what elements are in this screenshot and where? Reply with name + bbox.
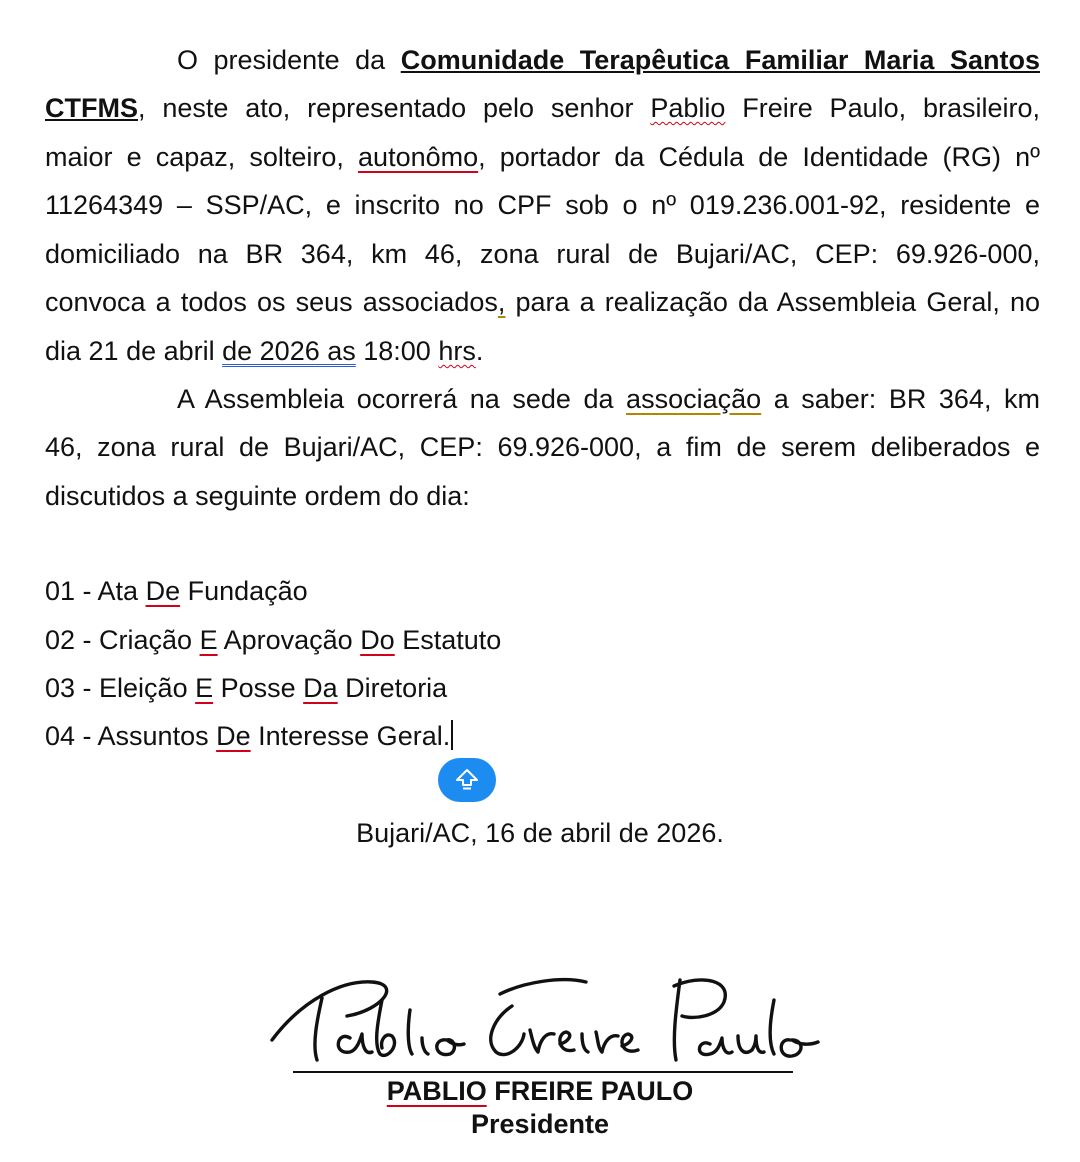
text: , neste ato, representado pelo senhor (137, 93, 651, 123)
paragraph2-line3 (45, 478, 1040, 514)
scroll-up-button[interactable] (438, 758, 496, 802)
text: 01 - Ata (45, 576, 146, 606)
text: para a realização da Assembleia Geral, no (505, 287, 1041, 317)
text: 18:00 (355, 336, 439, 366)
spellcheck-word[interactable]: E (199, 625, 218, 655)
spellcheck-word[interactable]: PABLIO (386, 1076, 487, 1106)
text: discutidos a seguinte ordem do dia: (45, 481, 470, 511)
paragraph1-line1 (177, 42, 1040, 78)
grammar-mark[interactable]: de 2026 as (222, 336, 356, 366)
agenda-item-3 (45, 670, 1040, 706)
spellcheck-word[interactable]: E (195, 673, 214, 703)
signer-title: Presidente (470, 1109, 610, 1139)
text: A Assembleia ocorrerá na sede da (177, 384, 627, 414)
text: FREIRE PAULO (486, 1076, 694, 1106)
text: , portador da Cédula de Identidade (RG) nº (478, 142, 1040, 172)
text: dia 21 de abril (45, 336, 223, 366)
spellcheck-word[interactable]: hrs (438, 336, 476, 366)
spellcheck-word[interactable]: Da (303, 673, 338, 703)
agenda-item-4[interactable] (45, 718, 1040, 754)
text: maior e capaz, solteiro, (45, 142, 359, 172)
paragraph1-line7 (45, 333, 1040, 369)
text: a saber: BR 364, km (761, 384, 1040, 414)
paragraph2-line1 (177, 381, 1040, 417)
place-date: Bujari/AC, 16 de abril de 2026. (356, 818, 724, 848)
paragraph2-line2 (45, 429, 1040, 465)
arrow-up-icon (454, 767, 480, 793)
spellcheck-word[interactable]: Do (360, 625, 395, 655)
paragraph1-line3 (45, 139, 1040, 175)
text: domiciliado na BR 364, km 46, zona rural de Bujari/AC, CEP: 69.926-000, (45, 239, 1040, 269)
signer-name (0, 1075, 1080, 1107)
text: 04 - Assuntos (45, 721, 217, 751)
organization-abbr: CTFMS (45, 93, 138, 123)
text: O presidente da (177, 45, 401, 75)
text: Freire Paulo, brasileiro, (725, 93, 1040, 123)
spellcheck-word[interactable]: autonômo (358, 142, 479, 172)
paragraph1-line5 (45, 236, 1040, 272)
text: Aprovação (217, 625, 361, 655)
agenda-item-2 (45, 622, 1040, 658)
text: Estatuto (394, 625, 502, 655)
paragraph1-line2 (45, 90, 1040, 126)
text: 02 - Criação (45, 625, 200, 655)
signature-line (293, 1071, 793, 1073)
text: 11264349 – SSP/AC, e inscrito no CPF sob o nº 019.236.001-92, residente e (45, 190, 1040, 220)
agenda-item-1 (45, 573, 1040, 609)
text: Fundação (180, 576, 308, 606)
text: 46, zona rural de Bujari/AC, CEP: 69.926-000, a fim de serem deliberados e (45, 432, 1040, 462)
spellcheck-word[interactable]: De (145, 576, 181, 606)
grammar-mark[interactable]: associação (626, 384, 762, 414)
paragraph1-line4 (45, 187, 1040, 223)
text-cursor (451, 720, 453, 750)
text: Posse (213, 673, 304, 703)
organization-name: Comunidade Terapêutica Familiar Maria Santos (400, 45, 1040, 75)
spellcheck-word[interactable]: De (216, 721, 251, 751)
handwritten-signature (262, 960, 822, 1070)
paragraph1-line6 (45, 284, 1040, 320)
grammar-mark[interactable]: , (497, 287, 506, 317)
text: 03 - Eleição (45, 673, 196, 703)
text: convoca a todos os seus associados (45, 287, 498, 317)
spellcheck-word[interactable]: Pablio (650, 93, 726, 123)
text: Diretoria (337, 673, 448, 703)
text: . (475, 336, 484, 366)
text: Interesse Geral. (250, 721, 451, 751)
